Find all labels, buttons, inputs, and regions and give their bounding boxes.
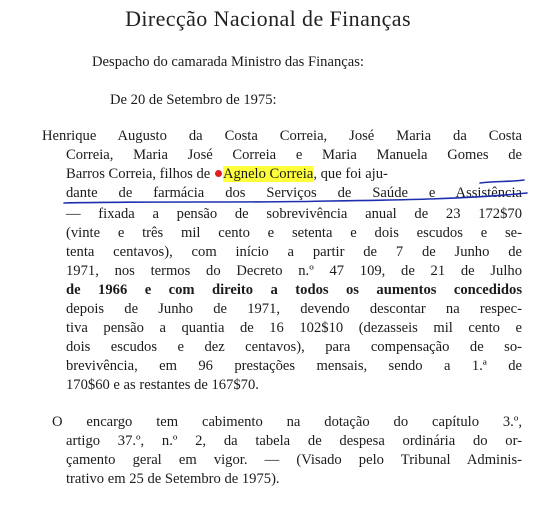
body-line-3 xyxy=(66,164,522,184)
body-line-13: brevivência, em 96 prestações mensais, sendo a 1.ª de xyxy=(66,358,522,374)
body-line-8: 1971, nos termos do Decreto n.º 47 109, de 21 de Julho xyxy=(66,263,522,279)
dispatch-date: De 20 de Setembro de 1975: xyxy=(110,92,277,108)
body-line-14: 170$60 e as restantes de 167$70. xyxy=(66,377,259,393)
closing-line-3: çamento geral em vigor. — (Visado pelo Tribunal Adminis- xyxy=(66,452,522,468)
closing-line-4: trativo em 25 de Setembro de 1975). xyxy=(66,471,280,487)
body-line-2: Correia, Maria José Correia e Maria Manuela Gomes de xyxy=(66,147,522,163)
closing-line-1: O encargo tem cabimento na dotação do capítulo 3.º, xyxy=(52,414,522,430)
body-line-5: — fixada a pensão de sobrevivência anual de 23 172$70 xyxy=(66,206,522,222)
red-marker-dot xyxy=(215,170,222,177)
dispatch-subheading: Despacho do camarada Ministro das Finanças: xyxy=(92,54,364,70)
document-heading: Direcção Nacional de Finanças xyxy=(125,6,411,31)
body-line-12: dois escudos e dez centavos), para compensação de so- xyxy=(66,339,522,355)
body-line-6: (vinte e três mil cento e setenta e dois escudos e se- xyxy=(66,225,522,241)
body-line-7: tenta centavos), com início a partir de 7 de Junho de xyxy=(66,244,522,260)
body-line-10: depois de Junho de 1971, devendo descontar na respec- xyxy=(66,301,522,317)
body-line-3-lead: Barros Correia, filhos de xyxy=(66,166,211,182)
closing-line-2: artigo 37.º, n.º 2, da tabela de despesa ordinária do or- xyxy=(66,433,522,449)
body-line-3-tail: , que foi aju- xyxy=(313,166,388,182)
body-line-1: Henrique Augusto da Costa Correia, José Maria da Costa xyxy=(42,128,522,144)
body-line-4: dante de farmácia dos Serviços de Saúde e Assistência xyxy=(66,185,522,201)
highlighted-name: Agnelo Correia xyxy=(222,166,314,182)
body-line-9: de 1966 e com direito a todos os aumentos concedidos xyxy=(66,282,522,298)
body-line-11: tiva pensão a quantia de 16 102$10 (dezasseis mil cento e xyxy=(66,320,522,336)
